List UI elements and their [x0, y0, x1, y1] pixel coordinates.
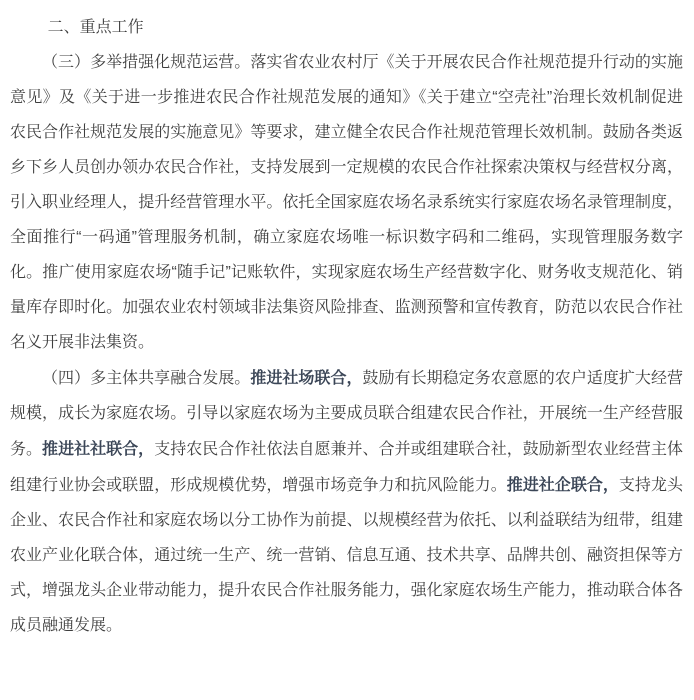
- bold-phrase: 推进社场联合，: [250, 368, 363, 387]
- bold-phrase: 推进社企联合，: [506, 475, 619, 494]
- text-run: 支持农民合作社依法自愿兼并、合并或组建联合社，鼓励新型农业经营主体组建行业协会或联盟，形成规模优势，增强市场竞争力和抗风险能力。: [10, 441, 683, 494]
- paragraphs-container: [10, 45, 683, 643]
- bold-phrase: 推进社社联合，: [42, 439, 155, 458]
- paragraph: [10, 360, 683, 643]
- text-run: （四）多主体共享融合发展。: [42, 370, 251, 387]
- paragraph: [10, 45, 683, 360]
- text-run: 支持龙头企业、农民合作社和家庭农场以分工协作为前提、以规模经营为依托、以利益联结为纽带，组建农业产业化联合体，通过统一生产、统一营销、信息互通、技术共享、品牌共创、融资担保等方式，增强龙头企业带动能力，提升农民合作社服务能力，强化家庭农场生产能力，推动联合体各成员融通发展。: [10, 477, 683, 634]
- text-run: （三）多举措强化规范运营。落实省农业农村厅《关于开展农民合作社规范提升行动的实施意见》及《关于进一步推进农民合作社规范发展的通知》《关于建立“空壳社”治理长效机制促进农民合作社规范发展的实施意见》等要求，建立健全农民合作社规范管理长效机制。鼓励各类返乡下乡人员创办领办农民合作社，支持发展到一定规模的农民合作社探索决策权与经营权分离，引入职业经理人，提升经营管理水平。依托全国家庭农场名录系统实行家庭农场名录管理制度，全面推行“一码通”管理服务机制，确立家庭农场唯一标识数字码和二维码，实现管理服务数字化。推广使用家庭农场“随手记”记账软件，实现家庭农场生产经营数字化、财务收支规范化、销量库存即时化。加强农业农村领域非法集资风险排查、监测预警和宣传教育，防范以农民合作社名义开展非法集资。: [10, 54, 683, 351]
- section-heading: 二、重点工作: [47, 19, 144, 36]
- text-run: 鼓励有长期稳定务农意愿的农户适度扩大经营规模，成长为家庭农场。引导以家庭农场为主要成员联合组建农民合作社，开展统一生产经营服务。: [10, 370, 683, 458]
